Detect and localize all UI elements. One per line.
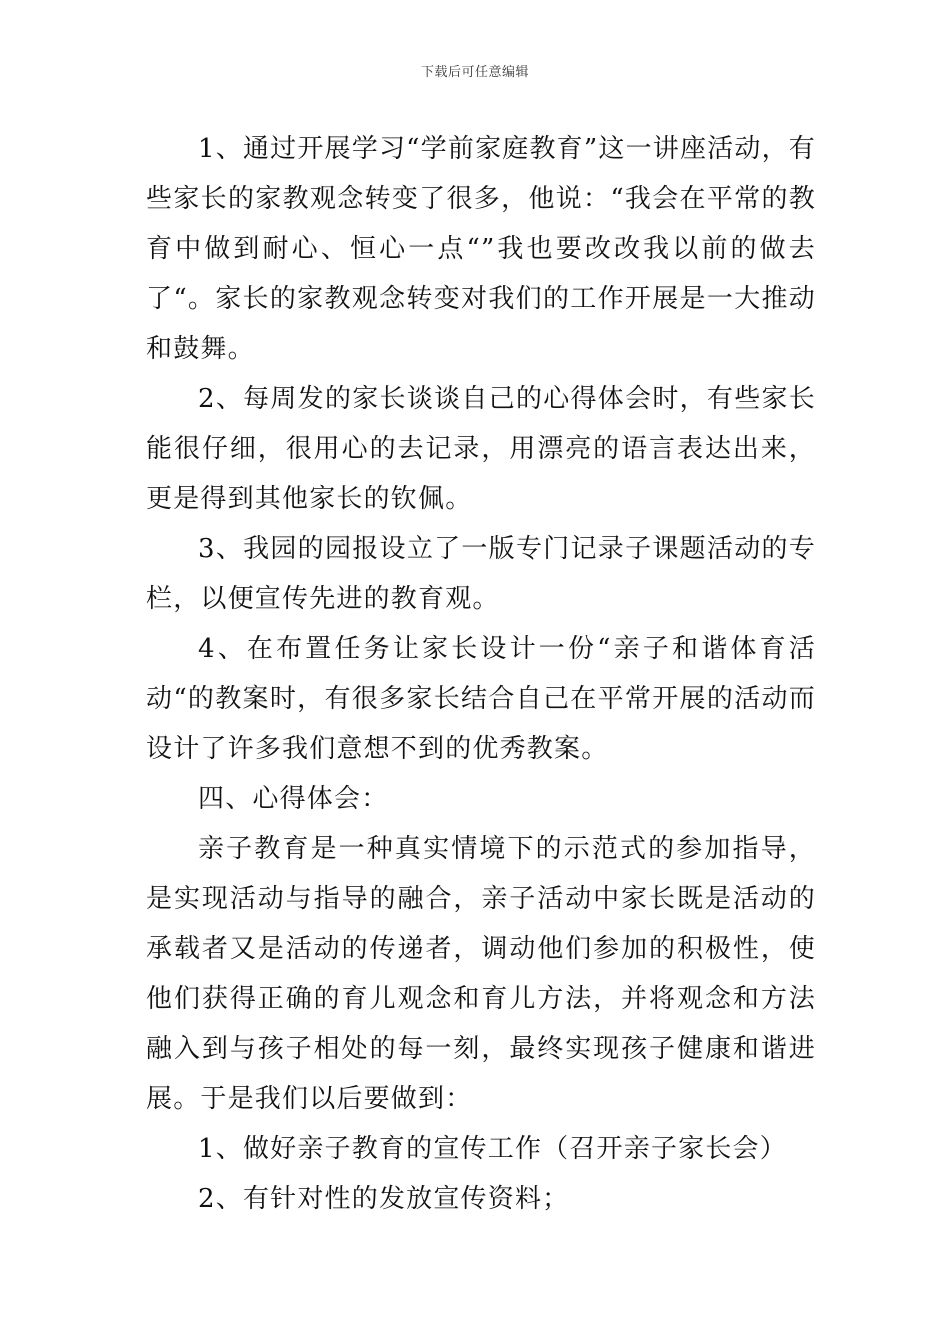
paragraph-achievement-2: 2、每周发的家长谈谈自己的心得体会时，有些家长能很仔细，很用心的去记录，用漂亮的语言表达出来，更是得到其他家长的钦佩。 xyxy=(146,384,816,514)
list-item-todo-2: 2、有针对性的发放宣传资料； xyxy=(198,1184,570,1214)
section-heading-reflections: 四、心得体会： xyxy=(198,784,389,814)
paragraph-achievement-3: 3、我园的园报设立了一版专门记录子课题活动的专栏，以便宣传先进的教育观。 xyxy=(146,534,816,614)
paragraph-achievement-4: 4、在布置任务让家长设计一份“亲子和谐体育活动“的教案时，有很多家长结合自己在平常开展的活动而设计了许多我们意想不到的优秀教案。 xyxy=(146,634,816,764)
paragraph-reflections-body: 亲子教育是一种真实情境下的示范式的参加指导，是实现活动与指导的融合，亲子活动中家长既是活动的承载者又是活动的传递者，调动他们参加的积极性，使他们获得正确的育儿观念和育儿方法，并将观念和方法融入到与孩子相处的每一刻，最终实现孩子健康和谐进展。于是我们以后要做到： xyxy=(146,834,816,1114)
page-header: 下载后可任意编辑 xyxy=(420,65,529,80)
document-body xyxy=(146,124,816,1224)
paragraph-achievement-1: 1、通过开展学习“学前家庭教育”这一讲座活动，有些家长的家教观念转变了很多，他说：“我会在平常的教育中做到耐心、恒心一点“”我也要改改我以前的做去了“。家长的家教观念转变对我们的工作开展是一大推动和鼓舞。 xyxy=(146,134,816,364)
list-item-todo-1: 1、做好亲子教育的宣传工作（召开亲子家长会） xyxy=(198,1134,787,1164)
